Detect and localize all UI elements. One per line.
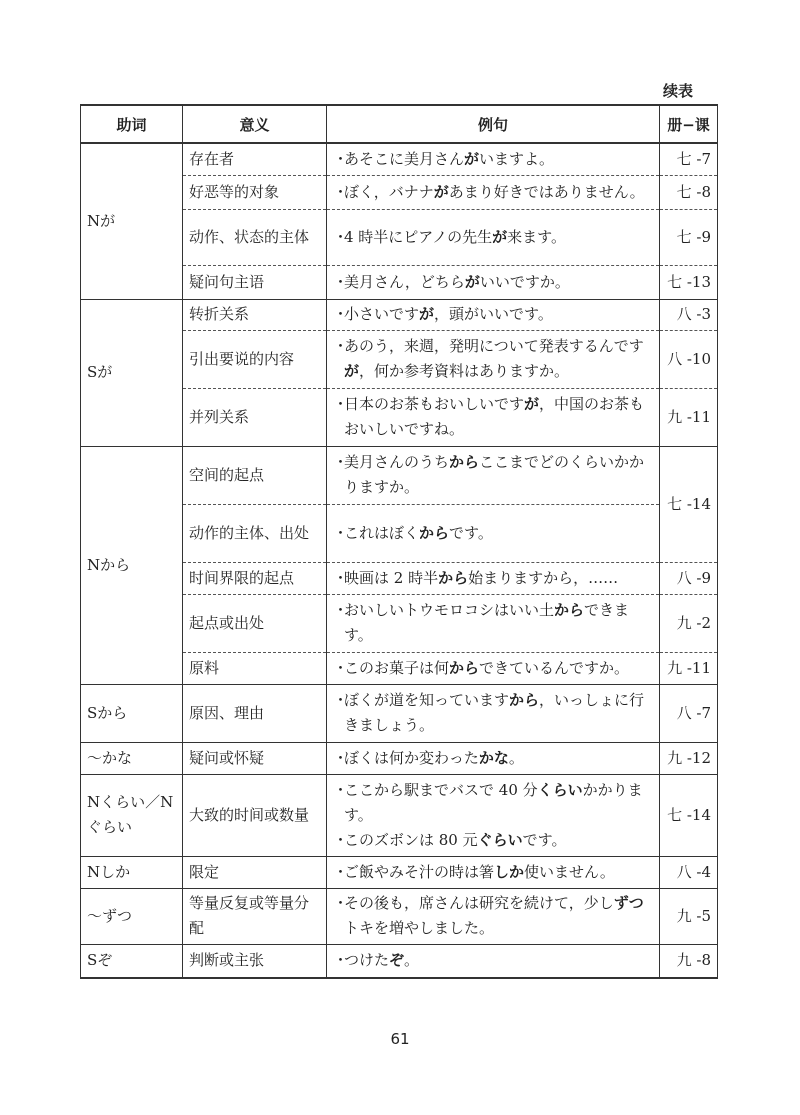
example-cell [327, 774, 660, 856]
example-cell [327, 742, 660, 774]
header-lesson: 册−课 [660, 105, 718, 143]
meaning-cell: 限定 [183, 856, 327, 888]
sentence-text [344, 392, 653, 442]
highlighted-particle: が [419, 305, 435, 323]
highlighted-particle: から [419, 523, 450, 542]
particle-cell: Nしか [81, 856, 183, 888]
sentence-part: ，頭がいいです。 [434, 305, 553, 323]
example-cell [327, 856, 660, 888]
example-cell [327, 299, 660, 330]
bullet: ・ [333, 951, 349, 970]
sentence-part: おいしいトウモロコシはいい土 [344, 601, 555, 619]
example-sentence [333, 860, 653, 885]
meaning-cell: 原因、理由 [183, 684, 327, 742]
sentence-part: 映画は 2 時半 [344, 568, 439, 587]
example-cell [327, 504, 660, 562]
bullet: ・ [333, 453, 349, 471]
example-sentence [333, 778, 653, 828]
example-sentence [333, 225, 653, 250]
example-cell [327, 888, 660, 944]
bullet: ・ [333, 894, 349, 912]
example-sentence [333, 598, 653, 648]
sentence-text [344, 225, 653, 250]
example-cell [327, 330, 660, 388]
lesson-cell: 八 -4 [660, 856, 718, 888]
sentence-part: 。 [508, 748, 524, 767]
sentence-text [344, 688, 653, 738]
lesson-cell: 七 -13 [660, 265, 718, 299]
sentence-part: ここから駅までバスで 40 分 [344, 780, 538, 799]
bullet: ・ [333, 780, 349, 799]
sentence-part: いいですか。 [479, 272, 570, 291]
example-sentence [333, 392, 653, 442]
highlighted-particle: が [433, 182, 449, 201]
example-cell [327, 652, 660, 684]
sentence-part: このお菓子は何 [344, 658, 450, 677]
sentence-part: ，中国のお茶もおいしいですね。 [344, 395, 645, 438]
header-particle: 助词 [81, 105, 183, 143]
bullet: ・ [333, 862, 349, 881]
sentence-part: あのう，来週，発明について発表するんです [344, 337, 644, 355]
sentence-part: いますよ。 [479, 149, 555, 168]
lesson-cell: 九 -12 [660, 742, 718, 774]
example-sentence [333, 147, 653, 172]
sentence-part: かかります。 [344, 780, 643, 824]
example-sentence [333, 334, 653, 384]
sentence-text [344, 656, 653, 681]
particle-cell: Nが [81, 143, 183, 299]
sentence-text [344, 778, 653, 828]
meaning-cell: 存在者 [183, 143, 327, 175]
meaning-cell: 空间的起点 [183, 446, 327, 504]
example-sentence [333, 180, 653, 205]
sentence-part: ぼく，バナナ [344, 182, 434, 201]
meaning-cell: 动作的主体、出处 [183, 504, 327, 562]
example-sentence [333, 270, 653, 295]
sentence-part: 来ます。 [507, 227, 566, 246]
meaning-cell: 大致的时间或数量 [183, 774, 327, 856]
particle-cell: Nくらい／Nぐらい [81, 774, 183, 856]
bullet: ・ [333, 658, 349, 677]
example-cell [327, 684, 660, 742]
sentence-part: 美月さん，どちら [344, 272, 465, 291]
lesson-cell: 九 -2 [660, 594, 718, 652]
header-meaning: 意义 [183, 105, 327, 143]
bullet: ・ [333, 272, 349, 291]
header-example: 例句 [327, 105, 660, 143]
sentence-part: ぼくが道を知っています [344, 691, 510, 709]
bullet: ・ [333, 227, 349, 246]
sentence-text [344, 450, 653, 500]
example-sentence [333, 302, 653, 327]
example-sentence [333, 566, 653, 591]
meaning-cell: 疑问句主语 [183, 265, 327, 299]
highlighted-particle: から [438, 568, 469, 587]
example-sentence [333, 746, 653, 771]
highlighted-particle: が [464, 149, 480, 168]
example-sentence [333, 948, 653, 973]
example-sentence [333, 450, 653, 500]
lesson-cell: 七 -7 [660, 143, 718, 175]
lesson-cell: 八 -10 [660, 330, 718, 388]
sentence-text [344, 860, 653, 885]
sentence-part: です。 [449, 523, 493, 542]
example-cell [327, 388, 660, 446]
lesson-cell: 七 -14 [660, 446, 718, 562]
sentence-part: 日本のお茶もおいしいです [344, 395, 525, 413]
sentence-part: ご飯やみそ汁の時は箸 [344, 862, 495, 881]
example-sentence [333, 521, 653, 546]
meaning-cell: 时间界限的起点 [183, 562, 327, 594]
sentence-text [344, 147, 653, 172]
sentence-text [344, 180, 653, 205]
highlighted-particle: が [492, 227, 508, 246]
sentence-text [344, 270, 653, 295]
highlighted-particle: から [509, 691, 540, 709]
table-row [81, 446, 718, 504]
example-cell [327, 944, 660, 978]
example-cell [327, 209, 660, 265]
table-row [81, 774, 718, 856]
bullet: ・ [333, 568, 349, 587]
bullet: ・ [333, 149, 349, 168]
sentence-part: ，何か参考資料はありますか。 [359, 362, 570, 380]
sentence-part: つけた [344, 951, 390, 970]
sentence-text [344, 598, 653, 648]
table-row [81, 299, 718, 330]
sentence-part: 4 時半にピアノの先生 [344, 227, 493, 246]
sentence-part: できているんですか。 [479, 658, 630, 677]
sentence-text [344, 746, 653, 771]
sentence-text [344, 891, 653, 941]
bullet: ・ [333, 830, 349, 849]
sentence-part: このズボンは 80 元 [344, 830, 478, 849]
sentence-part: あまり好きではありません。 [448, 182, 645, 201]
bullet: ・ [333, 395, 349, 413]
lesson-cell: 八 -3 [660, 299, 718, 330]
meaning-cell: 等量反复或等量分配 [183, 888, 327, 944]
example-cell [327, 175, 660, 209]
sentence-part: あそこに美月さん [344, 149, 465, 168]
example-cell [327, 143, 660, 175]
sentence-part: 美月さんのうち [344, 453, 450, 471]
sentence-part: ここまでどのくらいかかりますか。 [344, 453, 645, 496]
table-row [81, 888, 718, 944]
example-sentence [333, 891, 653, 941]
lesson-cell: 七 -14 [660, 774, 718, 856]
example-sentence [333, 688, 653, 738]
highlighted-particle: ぐらい [477, 830, 523, 849]
example-cell [327, 265, 660, 299]
table-row [81, 742, 718, 774]
sentence-text [344, 521, 653, 546]
example-cell [327, 562, 660, 594]
bullet: ・ [333, 748, 349, 767]
bullet: ・ [333, 523, 349, 542]
highlighted-particle: から [554, 601, 585, 619]
particle-cell: Sから [81, 684, 183, 742]
page-number: 61 [390, 1030, 410, 1048]
lesson-cell: 八 -7 [660, 684, 718, 742]
particle-cell: Nから [81, 446, 183, 684]
lesson-cell: 九 -5 [660, 888, 718, 944]
bullet: ・ [333, 691, 349, 709]
highlighted-particle: しか [494, 862, 525, 881]
bullet: ・ [333, 337, 349, 355]
sentence-text [344, 566, 653, 591]
highlighted-particle: かな [478, 748, 509, 767]
example-cell [327, 446, 660, 504]
lesson-cell: 九 -8 [660, 944, 718, 978]
example-sentence [333, 828, 653, 853]
sentence-text [344, 828, 653, 853]
particle-cell: Sぞ [81, 944, 183, 978]
bullet: ・ [333, 601, 349, 619]
meaning-cell: 引出要说的内容 [183, 330, 327, 388]
highlighted-particle: が [344, 362, 360, 380]
highlighted-particle: から [449, 453, 480, 471]
highlighted-particle: が [464, 272, 480, 291]
particle-table [80, 104, 718, 979]
lesson-cell: 七 -9 [660, 209, 718, 265]
sentence-text [344, 334, 653, 384]
meaning-cell: 并列关系 [183, 388, 327, 446]
table-row [81, 143, 718, 175]
sentence-part: 使いません。 [524, 862, 615, 881]
sentence-part: ，いっしょに行きましょう。 [344, 691, 645, 734]
lesson-cell: 七 -8 [660, 175, 718, 209]
particle-cell: ～かな [81, 742, 183, 774]
sentence-part: これはぼく [344, 523, 420, 542]
meaning-cell: 判断或主张 [183, 944, 327, 978]
highlighted-particle: から [449, 658, 480, 677]
sentence-part: 始まりますから，…… [468, 568, 619, 587]
highlighted-particle: くらい [537, 780, 583, 799]
meaning-cell: 好恶等的对象 [183, 175, 327, 209]
sentence-part: ぼくは何か変わった [344, 748, 479, 767]
lesson-cell: 九 -11 [660, 388, 718, 446]
meaning-cell: 疑问或怀疑 [183, 742, 327, 774]
bullet: ・ [333, 182, 349, 201]
lesson-cell: 八 -9 [660, 562, 718, 594]
highlighted-particle: ずつ [613, 894, 644, 912]
sentence-part: 。 [404, 951, 420, 970]
table-header-row [81, 105, 718, 143]
particle-cell: ～ずつ [81, 888, 183, 944]
lesson-cell: 九 -11 [660, 652, 718, 684]
continued-label: 续表 [662, 82, 693, 100]
sentence-part: 小さいです [344, 305, 420, 323]
meaning-cell: 转折关系 [183, 299, 327, 330]
meaning-cell: 动作、状态的主体 [183, 209, 327, 265]
table-row [81, 684, 718, 742]
meaning-cell: 原料 [183, 652, 327, 684]
bullet: ・ [333, 305, 349, 323]
example-cell [327, 594, 660, 652]
sentence-part: できます。 [344, 601, 630, 644]
meaning-cell: 起点或出处 [183, 594, 327, 652]
sentence-text [344, 302, 653, 327]
table-row [81, 856, 718, 888]
highlighted-particle: ぞ [389, 951, 405, 970]
sentence-part: です。 [522, 830, 567, 849]
sentence-part: トキを増やしました。 [344, 919, 495, 937]
table-row [81, 944, 718, 978]
particle-cell: Sが [81, 299, 183, 446]
sentence-part: その後も，席さんは研究を続けて，少し [344, 894, 614, 912]
highlighted-particle: が [524, 395, 540, 413]
example-sentence [333, 656, 653, 681]
sentence-text [344, 948, 653, 973]
